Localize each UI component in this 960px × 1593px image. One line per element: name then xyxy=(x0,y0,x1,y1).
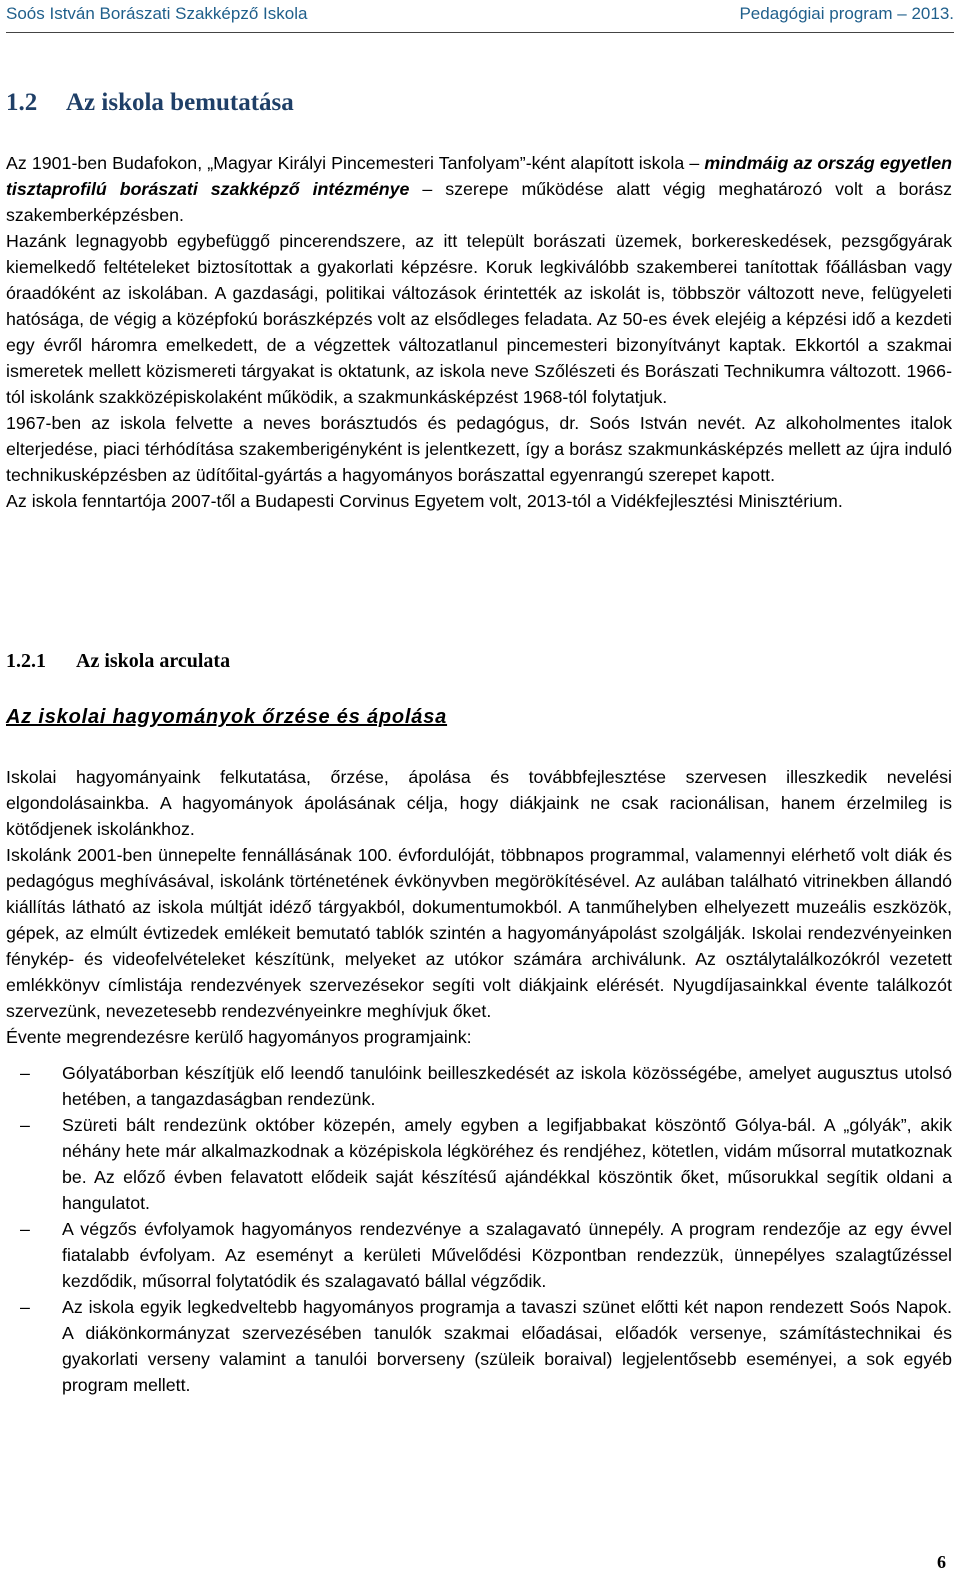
traditions-paragraph-3: Évente megrendezésre kerülő hagyományos programjaink: xyxy=(6,1027,472,1047)
dash-bullet-icon: – xyxy=(20,1219,30,1239)
list-item-text: Az iskola egyik legkedveltebb hagyományos programja a tavaszi szünet előtti két napon rendezett Soós Napok. A diákönkormányzat szervezésében tanulók szakmai előadásai, előadók versenye, számítástechnikai és gyakorlati verseny valamint a tanulói borverseny (szüleik boraival) legjelentősebb eseményei, a sok egyéb program mellett. xyxy=(62,1297,952,1395)
subsection-number: 1.2.1 xyxy=(6,650,46,672)
subsection-title: Az iskola arculata xyxy=(76,650,231,672)
intro-paragraph-4: Az iskola fenntartója 2007-től a Budapesti Corvinus Egyetem volt, 2013-tól a Vidékfejlesztési Minisztérium. xyxy=(6,491,843,511)
intro-p1-start: Az 1901-ben Budafokon, „Magyar Királyi Pincemesteri Tanfolyam”-ként alapított iskola – xyxy=(6,153,705,173)
intro-text xyxy=(6,150,952,514)
page-number: 6 xyxy=(937,1552,946,1572)
traditions-subheading: Az iskolai hagyományok őrzése és ápolása xyxy=(6,706,448,728)
list-item-text: Szüreti bált rendezünk október közepén, amely egyben a legifjabbakat köszöntő Gólya-bál. A „gólyák”, akik néhány hete már alkalmazkodnak a középiskola légköréhez és rendjéhez, kötetlen, vidám műsorral mutatkoznak be. Az előző évben felavatott elődeik saját készítésű ajándékkal köszöntik őket, műsorukkal segítik oldani a hangulatot. xyxy=(62,1115,952,1213)
list-item-text: A végzős évfolyamok hagyományos rendezvénye a szalagavató ünnepély. A program rendezője az egy évvel fiatalabb évfolyam. Az eseményt a kerületi Művelődési Központban rendezzük, ünnepélyes szalagtűzéssel kezdődik, műsorral folytatódik és szalagavató bállal végződik. xyxy=(62,1219,952,1291)
list-item xyxy=(6,1060,952,1112)
traditions-text xyxy=(6,764,952,1398)
header-program-title: Pedagógiai program – 2013. xyxy=(739,4,954,23)
intro-p1-emphasis: mindmáig az ország egyetlen tisztaprofilú borászati szakképző intézménye xyxy=(6,153,952,199)
dash-bullet-icon: – xyxy=(20,1115,30,1135)
list-item-text: Gólyatáborban készítjük elő leendő tanulóink beilleszkedését az iskola közösségébe, amelyet augusztus utolsó hetében, a tangazdaságban rendezünk. xyxy=(62,1063,952,1109)
subsection-heading xyxy=(6,650,230,673)
dash-bullet-icon: – xyxy=(20,1063,30,1083)
dash-bullet-icon: – xyxy=(20,1297,30,1317)
traditions-paragraph-1: Iskolai hagyományaink felkutatása, őrzése, ápolása és továbbfejlesztése szervesen illeszkedik nevelési elgondolásainkba. A hagyományok ápolásának célja, hogy diákjaink ne csak racionálisan, hanem érzelmileg is kötődjenek iskolánkhoz. xyxy=(6,767,952,839)
intro-p1-end: – szerepe működése alatt végig meghatározó volt a borász szakemberképzésben. xyxy=(6,179,952,225)
page-header xyxy=(6,2,954,33)
intro-paragraph-1 xyxy=(6,150,952,228)
header-school-name: Soós István Borászati Szakképző Iskola xyxy=(6,4,308,23)
list-item xyxy=(6,1216,952,1294)
list-item xyxy=(6,1294,952,1398)
section-title: Az iskola bemutatása xyxy=(66,89,294,116)
intro-paragraph-3: 1967-ben az iskola felvette a neves borásztudós és pedagógus, dr. Soós István nevét. Az alkoholmentes italok elterjedése, piaci térhódítása szakemberigényként is jelentkezett, így a borász szakmunkásképzés mellett az újra induló technikusképzésben az üdítőital-gyártás a hagyományos borászattal egyenrangú szerepet kapott. xyxy=(6,413,952,485)
section-number: 1.2 xyxy=(6,89,38,116)
traditions-paragraph-2: Iskolánk 2001-ben ünnepelte fennállásának 100. évfordulóját, többnapos programmal, valamennyi elérhető volt diák és pedagógus meghívásával, iskolánk történetének évkönyvben megörökítésével. Az aulában található vitrinekben állandó kiállítás látható az iskola múltját idéző tárgyakból, dokumentumokból. A tanműhelyben elhelyezett muzeális eszközök, gépek, az elmúlt évtizedek emlékeit bemutató tablók szintén a hagyományápolást szolgálják. Iskolai rendezvényeinken fénykép- és videofelvételeket készítünk, melyeket az utókor számára archiválunk. Az osztálytalálkozókról vezetett emlékkönyv címlistája rendezvények szervezésekor segíti volt diákjaink elérését. Nyugdíjasainkkal évente találkozót szervezünk, nevezetesebb rendezvényeinkre meghívjuk őket. xyxy=(6,845,952,1021)
section-heading xyxy=(6,89,294,117)
traditions-program-list xyxy=(6,1060,952,1398)
list-item xyxy=(6,1112,952,1216)
intro-paragraph-2: Hazánk legnagyobb egybefüggő pincerendszere, az itt települt borászati üzemek, borkereskedések, pezsgőgyárak kiemelkedő feltételeket biztosítottak a gyakorlati képzésre. Koruk legkiválóbb szakemberei tanítottak főállásban vagy óraadóként az iskolában. A gazdasági, politikai változások érintették az iskolát is, többször változott neve, felügyeleti hatósága, de végig a középfokú borászképzés volt az elsődleges feladata. Az 50-es évek elejéig a képzési idő a kezdeti egy évről háromra emelkedett, de a végzettek változatlanul pincemesteri bizonyítványt kaptak. Ekkortól a szakmai ismeretek mellett közismereti tárgyakat is oktatunk, az iskola neve Szőlészeti és Borászati Technikumra változott. 1966-tól iskolánk szakközépiskolaként működik, a szakmunkásképzést 1968-tól folytatjuk. xyxy=(6,231,952,407)
